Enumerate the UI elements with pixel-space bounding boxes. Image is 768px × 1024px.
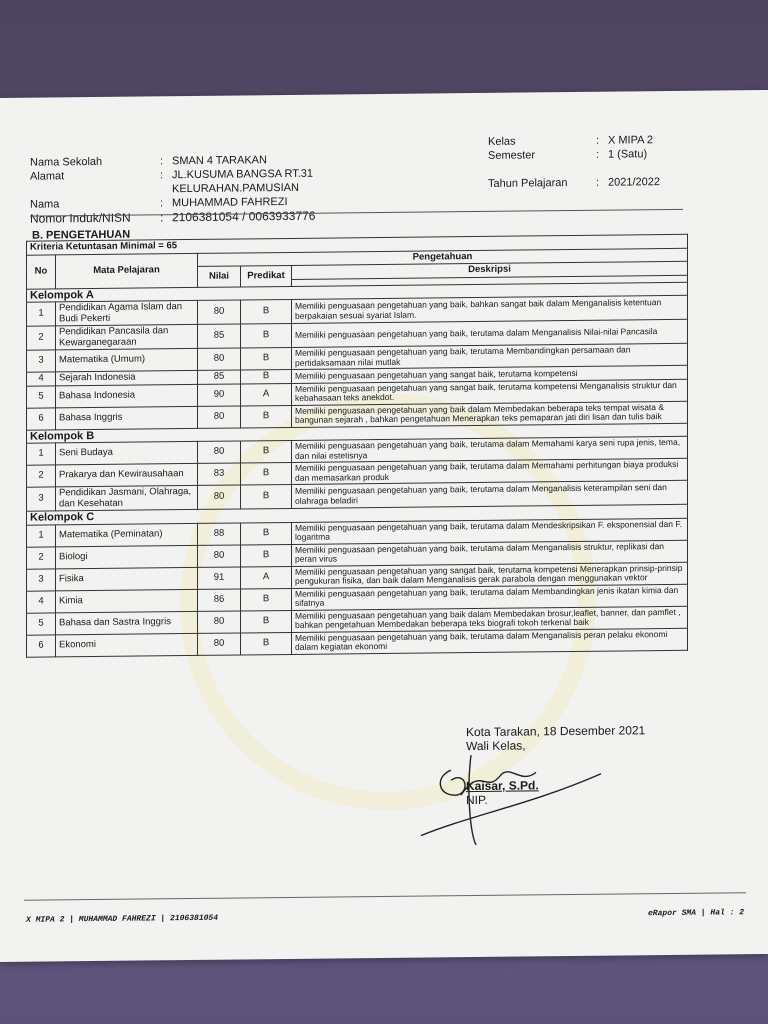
row-no: 4: [27, 372, 56, 386]
nama-sekolah-value: SMAN 4 TARAKAN: [172, 154, 267, 168]
row-predikat: B: [241, 369, 292, 383]
row-nilai: 90: [198, 383, 241, 405]
row-predikat: B: [241, 588, 292, 611]
row-subject: Ekonomi: [56, 633, 198, 656]
row-description: Memiliki penguasaan pengetahuan yang baik, terutama dalam Memahami perhitungan biaya produksi dan memasarkan produk: [292, 458, 688, 484]
row-no: 3: [27, 350, 56, 372]
row-predikat: A: [241, 566, 292, 589]
row-description: Memiliki penguasaan pengetahuan yang baik, terutama dalam Mendeskripsikan F. eksponensial dan F. logaritma: [292, 518, 688, 544]
row-predikat: B: [241, 440, 292, 463]
row-predikat: A: [241, 383, 292, 406]
row-nilai: 88: [198, 522, 241, 544]
row-predikat: B: [241, 462, 292, 485]
row-description: Memiliki penguasaan pengetahuan yang baik dalam Membedakan beberapa teks tempat wisata & bangunan sejarah , bahkan pengetahuan Menerapkan teks pemaparan jati diri lisan dan tulis baik: [292, 401, 688, 427]
row-nilai: 91: [198, 566, 241, 588]
kkm-label: Kriteria Ketuntasan Minimal = 65: [27, 234, 688, 254]
row-nilai: 83: [198, 463, 241, 485]
row-description: Memiliki penguasaan pengetahuan yang baik, terutama dalam Menganalisis struktur, replikasi dan peran virus: [292, 540, 688, 566]
kelas-label: Kelas: [488, 135, 516, 148]
row-predikat: B: [241, 405, 292, 428]
tahun-label: Tahun Pelajaran: [488, 177, 568, 190]
sep: :: [160, 155, 164, 168]
place-date: Kota Tarakan, 18 Desember 2021: [466, 723, 646, 740]
row-predikat: B: [241, 544, 292, 567]
grades-table: [26, 234, 688, 657]
row-description: Memiliki penguasaan pengetahuan yang baik, terutama dalam Membandingkan jenis ikatan kimia dan sifatnya: [292, 584, 688, 610]
row-nilai: 80: [198, 610, 241, 632]
row-no: 1: [27, 443, 56, 465]
row-description: Memiliki penguasaan pengetahuan yang baik, bahkan sangat baik dalam Menganalisis ketentuan berpakaian sesuai syariat Islam.: [292, 295, 688, 323]
row-no: 1: [27, 524, 56, 546]
row-no: 2: [27, 465, 56, 487]
sep: :: [160, 169, 164, 182]
group-title: Kelompok C: [27, 504, 688, 524]
semester-label: Semester: [488, 149, 536, 162]
row-nilai: 85: [198, 324, 241, 348]
kelas-value: X MIPA 2: [608, 134, 654, 147]
row-subject: Bahasa Indonesia: [56, 384, 198, 407]
row-description: Memiliki penguasaan pengetahuan yang baik, terutama Membandingkan persamaan dan pertidaksamaan nilai mutlak: [292, 343, 688, 369]
row-predikat: B: [241, 484, 292, 509]
col-nilai: Nilai: [198, 266, 241, 287]
row-description: Memiliki penguasaan pengetahuan yang sangat baik, terutama kompetensi Menerapkan prinsip-prinsip pengukuran fisika, dan baik dalam Menganalisis gerak parabola dengan menggunakan vektor: [292, 562, 688, 588]
row-subject: Biologi: [56, 545, 198, 568]
alamat-line-2: KELURAHAN.PAMUSIAN: [172, 181, 299, 196]
nama-label: Nama: [30, 198, 60, 211]
row-subject: Matematika (Peminatan): [56, 523, 198, 546]
row-nilai: 86: [198, 588, 241, 610]
row-nilai: 80: [198, 405, 241, 427]
row-subject: Bahasa dan Sastra Inggris: [56, 611, 198, 634]
row-description: Memiliki penguasaan pengetahuan yang baik, terutama dalam Memahami karya seni rupa jenis, tema, dan nilai estetisnya: [292, 436, 688, 462]
row-no: 6: [27, 634, 56, 656]
row-predikat: B: [241, 632, 292, 655]
group-c: [27, 504, 688, 656]
nama-value: MUHAMMAD FAHREZI: [172, 195, 288, 210]
tahun-value: 2021/2022: [608, 176, 660, 189]
sep: :: [160, 210, 164, 225]
row-subject: Matematika (Umum): [56, 348, 198, 371]
semester-value: 1 (Satu): [608, 148, 648, 161]
row-no: 3: [27, 568, 56, 590]
nisn-value: 2106381054 / 0063933776: [172, 208, 316, 225]
section-title: B. PENGETAHUAN: [32, 228, 131, 242]
row-predikat: B: [241, 347, 292, 370]
row-no: 5: [27, 612, 56, 634]
handwritten-signature: [411, 734, 611, 846]
row-nilai: 80: [198, 485, 241, 509]
row-no: 1: [27, 302, 56, 326]
sep: :: [596, 148, 600, 161]
header-right: [488, 133, 660, 191]
row-subject: Seni Budaya: [56, 441, 198, 464]
alamat-label: Alamat: [30, 170, 65, 183]
row-no: 6: [27, 407, 56, 429]
col-no: No: [27, 254, 56, 288]
sep: :: [160, 197, 164, 210]
row-subject: Prakarya dan Kewirausahaan: [56, 463, 198, 486]
row-nilai: 80: [198, 300, 241, 324]
signature-block: [466, 723, 645, 807]
row-description: Memiliki penguasaan pengetahuan yang baik, terutama dalam Menganalisis Nilai-nilai Pancasila: [292, 319, 688, 347]
row-no: 5: [27, 385, 56, 407]
row-subject: Pendidikan Agama Islam dan Budi Pekerti: [56, 300, 198, 325]
row-no: 2: [27, 326, 56, 350]
footer-right: eRapor SMA | Hal : 2: [647, 908, 744, 919]
signer-name: Kaisar, S.Pd.: [466, 778, 539, 794]
row-no: 4: [27, 590, 56, 612]
col-deskripsi: Deskripsi: [292, 261, 688, 279]
row-description: Memiliki penguasaan pengetahuan yang sangat baik, terutama kompetensi Menganalisis struktur dan kebahasaan teks anekdot.: [292, 379, 688, 405]
nama-sekolah-label: Nama Sekolah: [30, 155, 103, 169]
footer-left: X MIPA 2 | MUHAMMAD FAHREZI | 2106381054: [26, 913, 219, 925]
report-card-page: [0, 90, 768, 962]
row-subject: Pendidikan Pancasila dan Kewarganegaraan: [56, 324, 198, 349]
group-a: [27, 282, 688, 430]
col-mapel: Mata Pelajaran: [56, 253, 198, 288]
row-description: Memiliki penguasaan pengetahuan yang baik, terutama dalam Menganalisis keterampilan seni dan olahraga beladiri: [292, 480, 688, 508]
row-subject: Pendidikan Jasmani, Olahraga, dan Kesehatan: [56, 485, 198, 510]
row-subject: Sejarah Indonesia: [56, 370, 198, 385]
nisn-label: Nomor Induk/NISN: [30, 210, 131, 226]
row-nilai: 80: [198, 544, 241, 566]
row-no: 3: [27, 487, 56, 511]
row-description: Memiliki penguasaan pengetahuan yang sangat baik, terutama kompetensi: [292, 365, 688, 383]
signer-role: Wali Kelas,: [466, 738, 526, 754]
row-nilai: 80: [198, 441, 241, 463]
group-title: Kelompok B: [27, 423, 688, 443]
row-description: Memiliki penguasaan pengetahuan yang baik, terutama dalam Menganalisis peran pelaku ekonomi dalam kegiatan ekonomi: [292, 628, 688, 654]
row-subject: Fisika: [56, 567, 198, 590]
row-predikat: B: [241, 299, 292, 324]
row-description: Memiliki penguasaan pengetahuan yang baik dalam Membedakan brosur,leaflet, banner, dan pamflet , bahkan pengetahuan Membedakan beberapa teks biografi tokoh terkenal baik: [292, 606, 688, 632]
group-b: [27, 423, 688, 511]
row-nilai: 80: [198, 348, 241, 370]
group-title: Kelompok A: [27, 282, 688, 302]
row-predikat: B: [241, 522, 292, 545]
row-predikat: B: [241, 610, 292, 633]
signer-nip: NIP.: [466, 792, 488, 808]
col-predikat: Predikat: [241, 265, 292, 286]
row-predikat: B: [241, 323, 292, 348]
col-pengetahuan: Pengetahuan: [198, 248, 688, 267]
row-nilai: 80: [198, 632, 241, 654]
row-nilai: 85: [198, 370, 241, 384]
row-no: 2: [27, 546, 56, 568]
footer-divider: [24, 892, 746, 901]
sep: :: [596, 176, 600, 189]
row-subject: Kimia: [56, 589, 198, 612]
row-subject: Bahasa Inggris: [56, 406, 198, 429]
sep: :: [596, 134, 600, 147]
alamat-line-1: JL.KUSUMA BANGSA RT.31: [172, 167, 314, 182]
